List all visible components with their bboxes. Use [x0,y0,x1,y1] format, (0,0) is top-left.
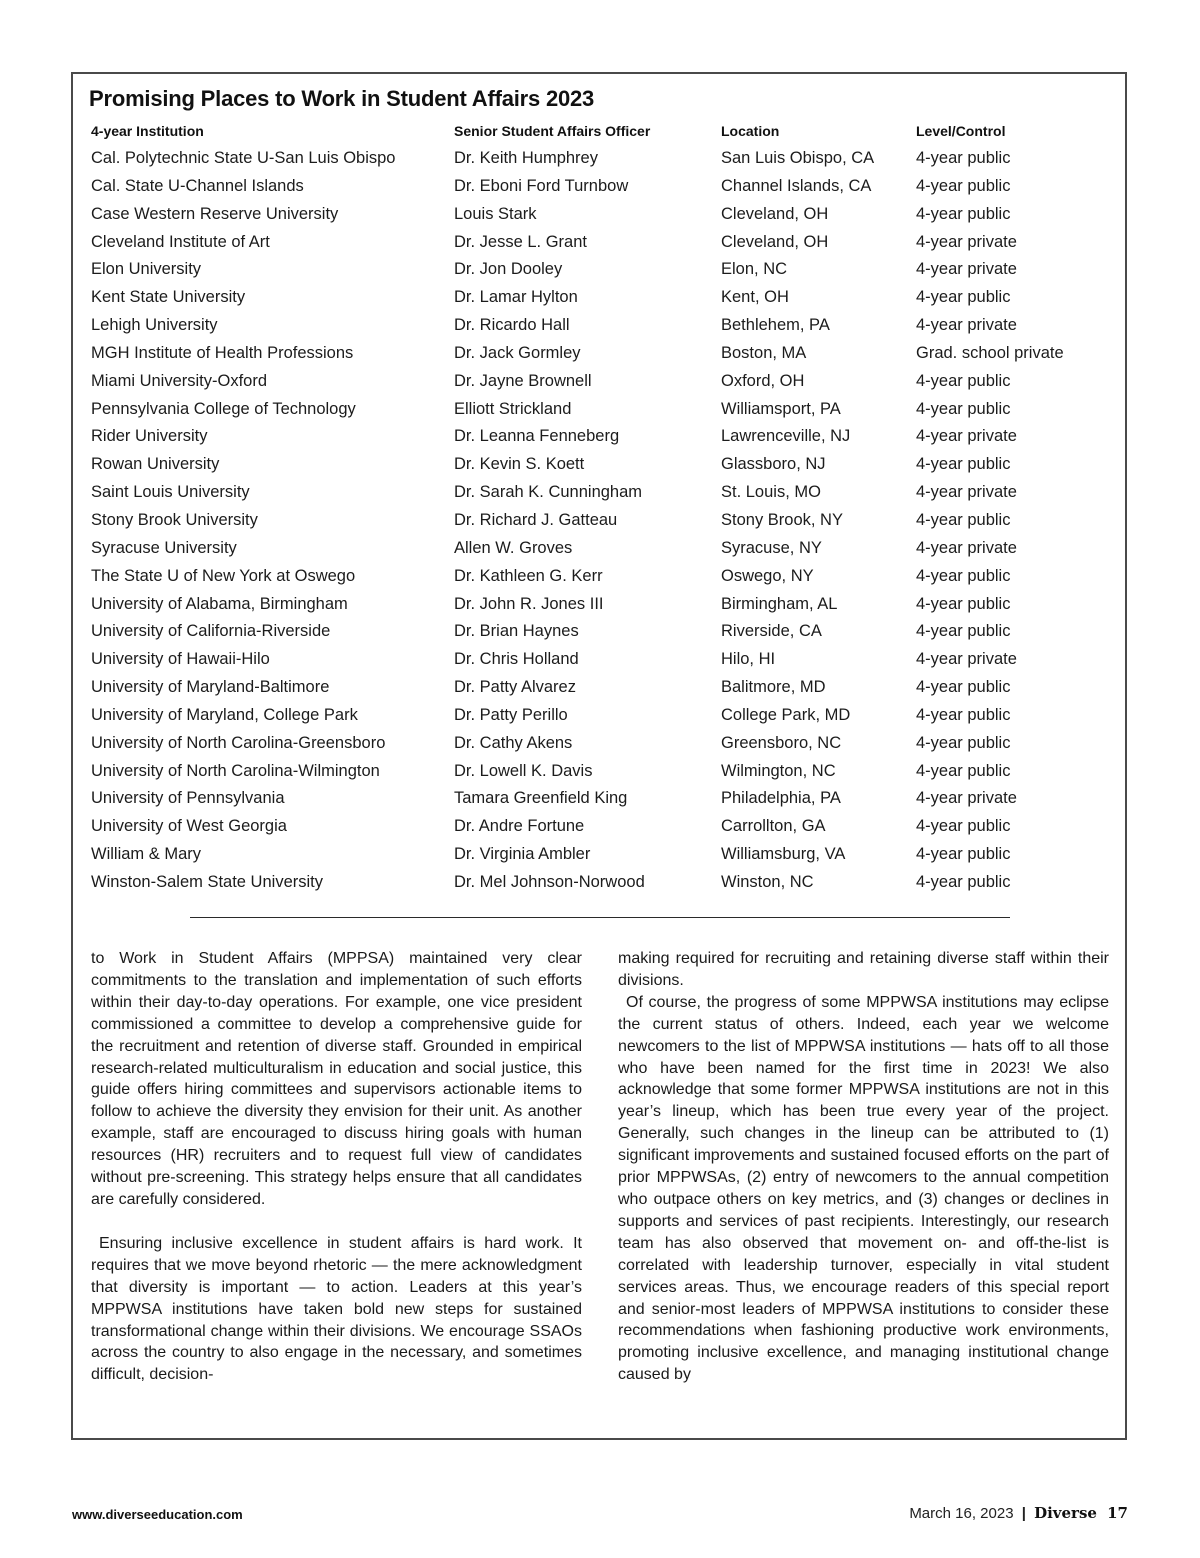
institution-cell: Case Western Reserve University [91,204,339,223]
institution-cell: The State U of New York at Oswego [91,566,356,585]
footer-folio [909,1504,1128,1522]
table-row [0,535,1200,563]
location-cell: Stony Brook, NY [721,510,843,529]
institution-cell: Winston-Salem State University [91,872,323,891]
location-cell: Williamsburg, VA [721,845,846,864]
level-control-cell: 4-year public [916,399,1011,418]
institution-cell: Lehigh University [91,316,218,335]
officer-cell: Dr. Ricardo Hall [454,316,570,335]
officer-cell: Dr. Jon Dooley [454,260,563,279]
officer-cell: Dr. Jayne Brownell [454,371,592,390]
table-row [0,507,1200,535]
table-row [0,145,1200,173]
location-cell: Oswego, NY [721,566,814,585]
institution-cell: Cal. Polytechnic State U-San Luis Obispo [91,149,396,167]
article-column-left [91,948,582,1386]
level-control-cell: 4-year public [916,761,1011,780]
table-row [0,340,1200,368]
officer-cell: Dr. Kevin S. Koett [454,455,585,474]
table-row [0,758,1200,786]
level-control-cell: 4-year private [916,232,1017,251]
level-control-cell: 4-year private [916,483,1017,502]
location-cell: St. Louis, MO [721,483,821,502]
level-control-cell: 4-year public [916,510,1011,529]
table-row [0,284,1200,312]
level-control-cell: 4-year public [916,149,1011,167]
table-row [0,201,1200,229]
officer-cell: Allen W. Groves [454,538,573,557]
table-row [0,674,1200,702]
institution-cell: Rowan University [91,455,220,474]
level-control-cell: 4-year public [916,371,1011,390]
institution-cell: University of Hawaii-Hilo [91,650,270,669]
level-control-cell: 4-year private [916,650,1017,669]
level-control-cell: 4-year public [916,288,1011,307]
level-control-cell: 4-year public [916,204,1011,223]
location-cell: College Park, MD [721,705,851,724]
table-row [0,730,1200,758]
table-row [0,312,1200,340]
location-cell: Syracuse, NY [721,538,822,557]
level-control-cell: 4-year private [916,316,1017,335]
institution-cell: University of Maryland-Baltimore [91,678,330,697]
institution-cell: University of West Georgia [91,817,287,836]
level-control-cell: 4-year private [916,789,1017,808]
institution-cell: University of Pennsylvania [91,789,285,808]
officer-cell: Dr. Patty Alvarez [454,678,576,697]
header-officer: Senior Student Affairs Officer [454,123,651,139]
location-cell: Elon, NC [721,260,788,279]
footer-date: March 16, 2023 [909,1505,1014,1522]
institution-cell: Stony Brook University [91,510,258,529]
location-cell: Carrollton, GA [721,817,826,836]
location-cell: Birmingham, AL [721,594,838,613]
institution-cell: University of North Carolina-Wilmington [91,761,380,780]
table-row [0,173,1200,201]
officer-cell: Louis Stark [454,204,537,223]
table-row [0,841,1200,869]
location-cell: Wilmington, NC [721,761,836,780]
level-control-cell: 4-year public [916,733,1011,752]
location-cell: Bethlehem, PA [721,316,830,335]
footer-magazine-name: Diverse [1034,1504,1097,1522]
institution-cell: Cleveland Institute of Art [91,232,270,251]
officer-cell: Dr. Leanna Fenneberg [454,427,620,446]
institution-cell: William & Mary [91,845,201,864]
institution-cell: University of Alabama, Birmingham [91,594,348,613]
table-row [0,368,1200,396]
level-control-cell: 4-year public [916,176,1011,195]
table-row [0,563,1200,591]
officer-cell: Dr. John R. Jones III [454,594,604,613]
officer-cell: Dr. Sarah K. Cunningham [454,483,643,502]
level-control-cell: 4-year public [916,705,1011,724]
institution-cell: Saint Louis University [91,483,250,502]
location-cell: Channel Islands, CA [721,176,872,195]
location-cell: Lawrenceville, NJ [721,427,851,446]
officer-cell: Dr. Keith Humphrey [454,149,598,167]
officer-cell: Dr. Chris Holland [454,650,579,669]
officer-cell: Dr. Cathy Akens [454,733,573,752]
institution-cell: University of North Carolina-Greensboro [91,733,386,752]
header-level-control: Level/Control [916,123,1006,139]
institution-cell: University of Maryland, College Park [91,705,358,724]
location-cell: Cleveland, OH [721,204,829,223]
table-row [0,479,1200,507]
level-control-cell: 4-year public [916,845,1011,864]
location-cell: San Luis Obispo, CA [721,149,875,167]
officer-cell: Dr. Eboni Ford Turnbow [454,176,629,195]
table-row [0,702,1200,730]
officer-cell: Dr. Kathleen G. Kerr [454,566,603,585]
article-paragraph: making required for recruiting and retaining diverse staff within their divisions. [618,950,1109,989]
institution-cell: Kent State University [91,288,246,307]
institution-cell: Cal. State U-Channel Islands [91,176,304,195]
institution-cell: Rider University [91,427,208,446]
officer-cell: Dr. Brian Haynes [454,622,579,641]
officer-cell: Dr. Jack Gormley [454,343,581,362]
table-row [0,451,1200,479]
table-row [0,618,1200,646]
institution-cell: Miami University-Oxford [91,371,268,390]
header-location: Location [721,123,780,139]
officer-cell: Dr. Mel Johnson-Norwood [454,872,645,891]
article-paragraph: Ensuring inclusive excellence in student affairs is hard work. It requires that we move beyond rhetoric — the mere acknowledgment that diversity is important — to action. Leaders at this year’s MPPWSA institutions have taken bold new steps for sustained transformational change within their divisions. We encourage SSAOs across the country to also engage in the necessary, and sometimes difficult, decision- [91,1234,582,1384]
table-row [0,423,1200,451]
level-control-cell: 4-year public [916,678,1011,697]
location-cell: Oxford, OH [721,371,805,390]
officer-cell: Dr. Lowell K. Davis [454,761,593,780]
institution-cell: University of California-Riverside [91,622,331,641]
divider-rule [190,917,1010,918]
officer-cell: Dr. Patty Perillo [454,705,568,724]
level-control-cell: 4-year public [916,622,1011,641]
officer-cell: Dr. Andre Fortune [454,817,585,836]
officer-cell: Dr. Richard J. Gatteau [454,510,618,529]
table-row [0,229,1200,257]
location-cell: Winston, NC [721,872,814,891]
table-row [0,396,1200,424]
level-control-cell: 4-year public [916,817,1011,836]
level-control-cell: 4-year public [916,566,1011,585]
article-paragraph: to Work in Student Affairs (MPPSA) maintained very clear commitments to the translation and implementation of such efforts within their day-to-day operations. For example, one vice president commissioned a committee to develop a comprehensive guide for the recruitment and retention of diverse staff. Grounded in empirical research-related multiculturalism in education and social justice, this guide offers hiring committees and supervisors actionable items to follow to achieve the diversity they envision for their unit. As another example, staff are encouraged to discuss hiring goals with human resources (HR) recruiters and to request full view of candidates without pre-screening. This strategy helps ensure that all candidates are carefully considered. [91,950,582,1208]
location-cell: Boston, MA [721,343,807,362]
table-row [0,813,1200,841]
institution-cell: Pennsylvania College of Technology [91,399,356,418]
location-cell: Glassboro, NJ [721,455,826,474]
location-cell: Cleveland, OH [721,232,829,251]
officer-cell: Dr. Jesse L. Grant [454,232,587,251]
article-column-right [618,948,1109,1386]
officer-cell: Tamara Greenfield King [454,789,628,808]
table-row [0,591,1200,619]
footer-separator: | [1021,1505,1026,1522]
level-control-cell: 4-year public [916,872,1011,891]
table-row [0,869,1200,897]
institution-cell: Elon University [91,260,202,279]
article-paragraph: Of course, the progress of some MPPWSA institutions may eclipse the current status of others. Indeed, each year we welcome newcomers to the list of MPPWSA institutions — hats off to all those who have been named for the first time in 2023! We also acknowledge that some former MPPWSA institutions are not in this year’s lineup, which has been true every year of the project. Generally, such changes in the lineup can be attributed to (1) significant improvements and sustained focused efforts on the part of prior MPPWSAs, (2) entry of newcomers to the annual competition who outpace others on key metrics, and (3) changes or declines in supports and services of past recipients. Interestingly, our research team has also observed that movement on- and off-the-list is correlated with leadership turnover, especially in vital student services areas. Thus, we encourage readers of this special report and senior-most leaders of MPPWSA institutions to consider these recommendations when fashioning productive work environments, promoting inclusive excellence, and managing institutional change caused by [618,993,1109,1384]
institution-cell: Syracuse University [91,538,237,557]
footer-page-number: 17 [1107,1504,1128,1522]
level-control-cell: 4-year private [916,260,1017,279]
level-control-cell: 4-year public [916,455,1011,474]
location-cell: Hilo, HI [721,650,776,669]
officer-cell: Dr. Virginia Ambler [454,845,591,864]
location-cell: Williamsport, PA [721,399,841,418]
table-row [0,785,1200,813]
table-row [0,256,1200,284]
location-cell: Kent, OH [721,288,789,307]
officer-cell: Elliott Strickland [454,399,572,418]
level-control-cell: Grad. school private [916,343,1064,362]
level-control-cell: 4-year public [916,594,1011,613]
officer-cell: Dr. Lamar Hylton [454,288,578,307]
header-institution: 4-year Institution [91,123,204,139]
table-title: Promising Places to Work in Student Affairs 2023 [89,86,595,111]
level-control-cell: 4-year private [916,427,1017,446]
location-cell: Greensboro, NC [721,733,842,752]
institution-table [0,145,1200,897]
footer-website-link[interactable]: www.diverseeducation.com [72,1507,243,1522]
location-cell: Balitmore, MD [721,678,826,697]
location-cell: Philadelphia, PA [721,789,841,808]
location-cell: Riverside, CA [721,622,822,641]
table-row [0,646,1200,674]
level-control-cell: 4-year private [916,538,1017,557]
institution-cell: MGH Institute of Health Professions [91,343,354,362]
